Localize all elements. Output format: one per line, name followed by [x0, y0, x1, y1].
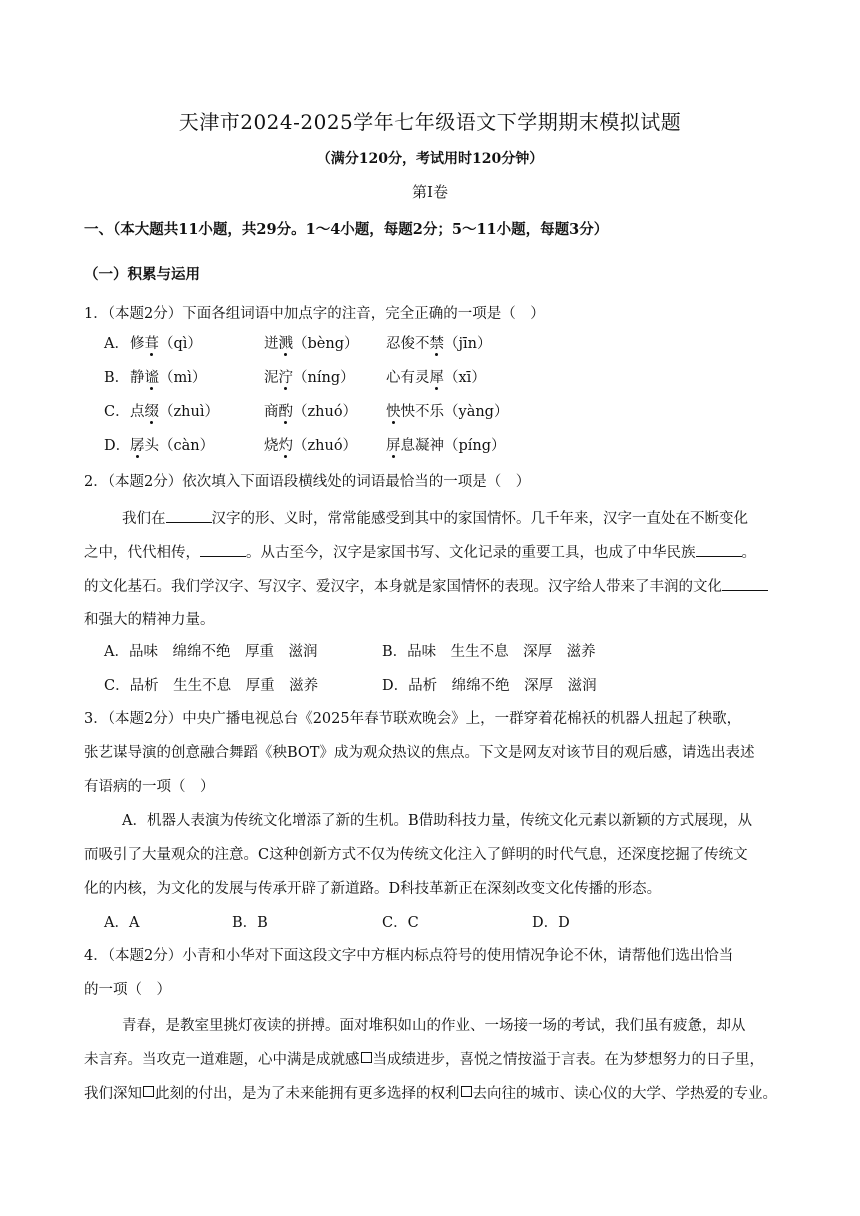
q2-passage-line-2 — [84, 542, 756, 563]
text: 汉字的形、义时，常常能感受到其中的家国情怀。几千年来，汉字一直处在不断变化 — [211, 511, 748, 527]
q3-passage-line-1: A．机器人表演为传统文化增添了新的生机。B借助科技力量，传统文化元素以新颖的方式展现，从 — [122, 813, 753, 829]
option-word: 烧灼（zhuó） — [264, 438, 358, 454]
option-word: 屏息凝神（píng） — [386, 438, 506, 454]
text: 之中，代代相传， — [84, 545, 200, 561]
question-2-stem: 2．（本题2分）依次填入下面语段横线处的词语最恰当的一项是（ ） — [84, 474, 531, 490]
punctuation-box — [361, 1052, 372, 1063]
punctuation-box — [143, 1086, 154, 1097]
option-word: 心有灵犀（xī） — [386, 370, 486, 386]
q4-passage-line-3 — [84, 1084, 777, 1104]
text: 此刻的付出，是为了未来能拥有更多选择的权利 — [155, 1086, 460, 1102]
fill-blank — [722, 576, 768, 591]
text: 。 — [741, 545, 756, 561]
volume-label: 第Ⅰ卷 — [412, 183, 448, 201]
text: 的文化基石。我们学汉字、写汉字、爱汉字，本身就是家国情怀的表现。汉字给人带来了丰润的文化 — [84, 579, 722, 595]
text: 当成绩进步，喜悦之情按溢于言表。在为梦想努力的日子里， — [372, 1052, 764, 1068]
text: 未言弃。当攻克一道难题，心中满是成就感 — [84, 1052, 360, 1068]
option-word: 孱头（càn） — [130, 438, 215, 454]
exam-subtitle: （满分120分，考试用时120分钟） — [316, 151, 544, 167]
question-2-option-d: D．品析 绵绵不绝 深厚 滋润 — [382, 678, 597, 694]
option-word: 泥泞（níng） — [264, 370, 355, 386]
punctuation-box — [461, 1086, 472, 1097]
text: 去向往的城市、读心仪的大学、学热爱的专业。 — [472, 1086, 777, 1102]
question-2-option-b: B．品味 生生不息 深厚 滋养 — [382, 644, 596, 660]
q2-passage-line-1 — [122, 508, 748, 529]
option-word: 商酌（zhuó） — [264, 404, 358, 420]
option-word: 怏怏不乐（yàng） — [386, 404, 509, 420]
q4-passage-line-1: 青春，是教室里挑灯夜读的拼搏。面对堆积如山的作业、一场接一场的考试，我们虽有疲惫，却从 — [122, 1018, 746, 1034]
q4-passage-line-2 — [84, 1050, 764, 1070]
fill-blank — [200, 542, 246, 557]
option-word: 修葺（qì） — [130, 336, 202, 352]
question-3-option-c: C．C — [382, 915, 419, 931]
text: 我们深知 — [84, 1086, 142, 1102]
question-3-stem-3: 有语病的一项（ ） — [84, 779, 215, 795]
question-1-stem: 1．（本题2分）下面各组词语中加点字的注音，完全正确的一项是（ ） — [84, 306, 545, 322]
option-label: C． — [104, 404, 130, 420]
q2-passage-line-4: 和强大的精神力量。 — [84, 612, 215, 628]
option-word: 静谧（mì） — [130, 370, 207, 386]
text: 我们在 — [122, 511, 166, 527]
option-word: 迸溅（bèng） — [264, 336, 359, 352]
text: 。从古至今，汉字是家国书写、文化记录的重要工具，也成了中华民族 — [246, 545, 696, 561]
fill-blank — [166, 508, 212, 523]
option-label: B． — [104, 370, 130, 386]
q3-passage-line-3: 化的内核，为文化的发展与传承开辟了新道路。D科技革新正在深刻改变文化传播的形态。 — [84, 881, 662, 897]
question-4-stem-2: 的一项（ ） — [84, 982, 171, 998]
q2-passage-line-3 — [84, 576, 768, 597]
question-2-option-c: C．品析 生生不息 厚重 滋养 — [104, 678, 319, 694]
section-heading: 一、（本大题共11小题，共29分。1～4小题，每题2分；5～11小题，每题3分） — [84, 221, 609, 238]
question-3-stem-1: 3．（本题2分）中央广播电视总台《2025年春节联欢晚会》上，一群穿着花棉袄的机器人扭起了秧歌， — [84, 711, 742, 727]
question-3-option-d: D．D — [532, 915, 570, 931]
q3-passage-line-2: 而吸引了大量观众的注意。C这种创新方式不仅为传统文化注入了鲜明的时代气息，还深度挖掘了传统文 — [84, 847, 748, 863]
option-label: A． — [104, 336, 129, 352]
question-3-option-b: B．B — [232, 915, 268, 931]
option-word: 忍俊不禁（jīn） — [386, 336, 492, 352]
question-3-option-a: A．A — [104, 915, 140, 931]
question-3-stem-2: 张艺谋导演的创意融合舞蹈《秧BOT》成为观众热议的焦点。下文是网友对该节目的观后感，请选出表述 — [84, 745, 755, 761]
question-2-option-a: A．品味 绵绵不绝 厚重 滋润 — [104, 644, 318, 660]
fill-blank — [696, 542, 742, 557]
exam-title: 天津市2024-2025学年七年级语文下学期期末模拟试题 — [178, 110, 682, 134]
option-label: D． — [104, 438, 131, 454]
section-subheading: （一）积累与运用 — [84, 266, 200, 283]
option-word: 点缀（zhuì） — [130, 404, 219, 420]
question-4-stem-1: 4．（本题2分）小青和小华对下面这段文字中方框内标点符号的使用情况争论不休，请帮他们选出恰当 — [84, 948, 734, 964]
